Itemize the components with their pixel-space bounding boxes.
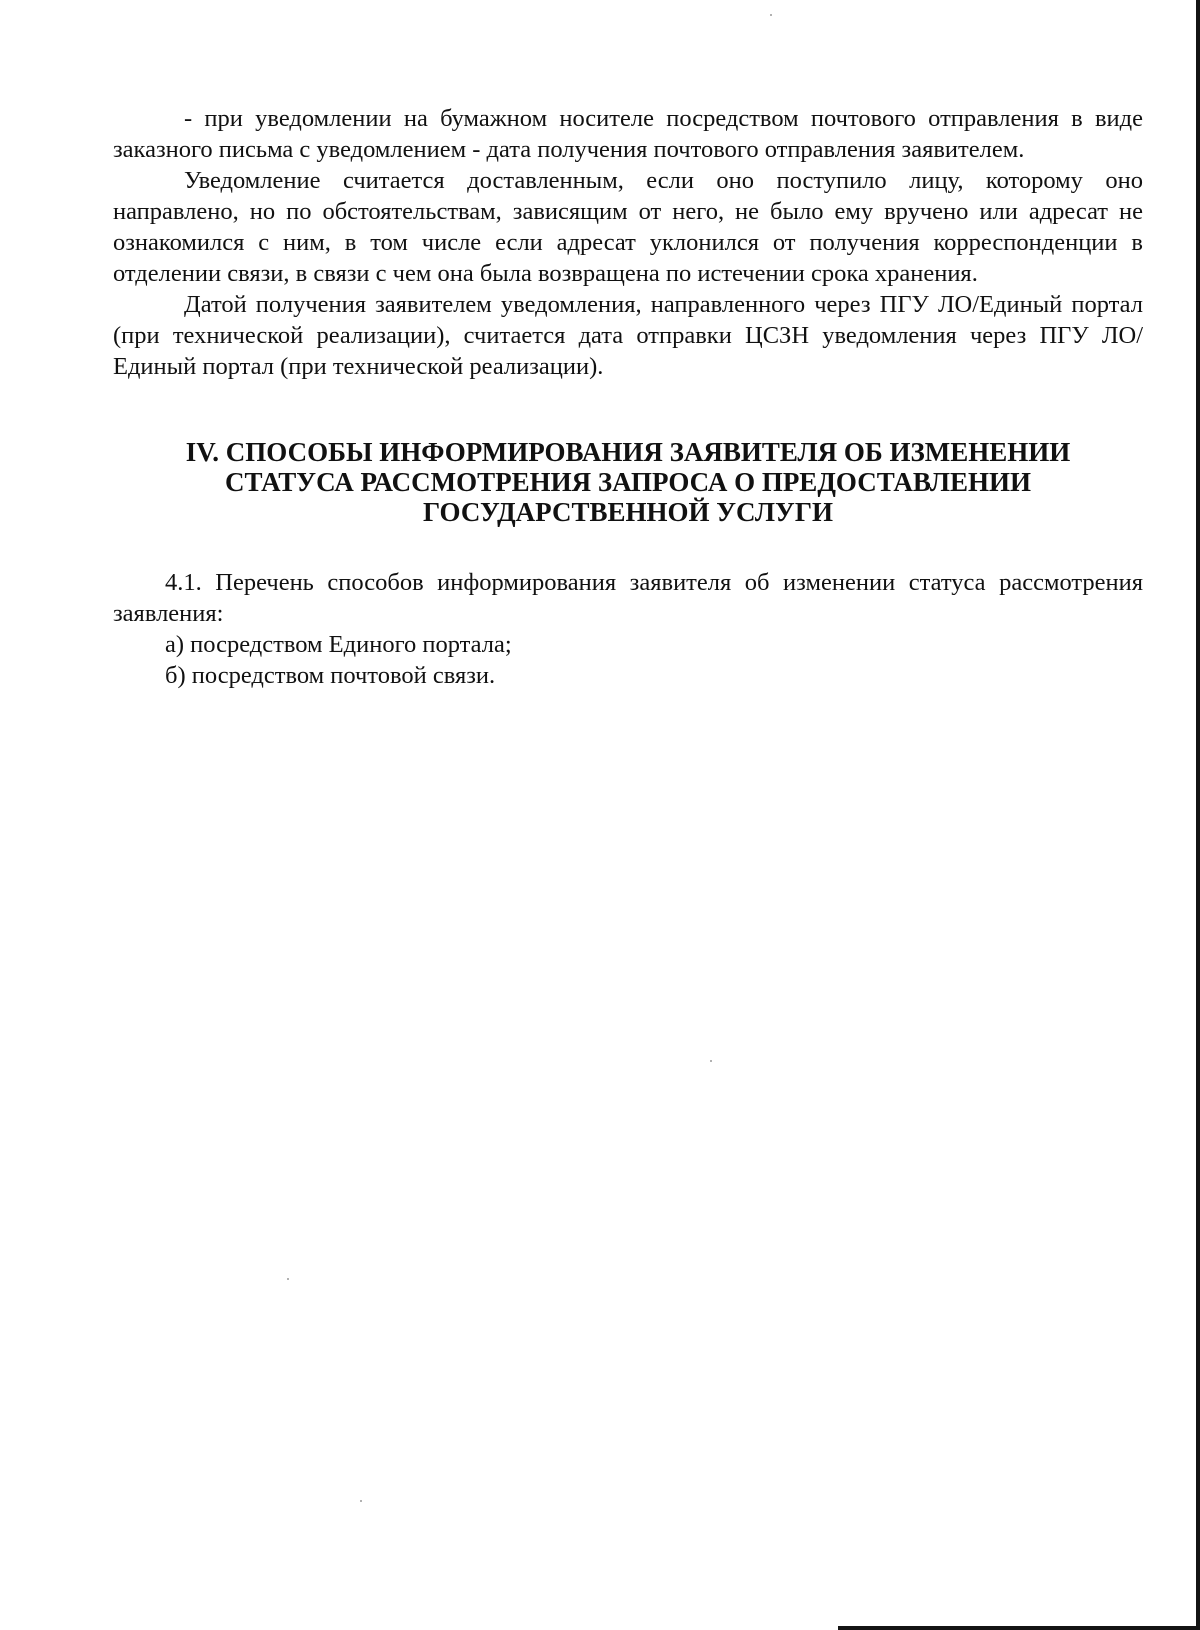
list-item: б) посредством почтовой связи. [165, 662, 496, 689]
section-heading-line: ГОСУДАРСТВЕННОЙ УСЛУГИ [423, 497, 833, 527]
document-body [113, 103, 1143, 691]
scan-speck [287, 1278, 289, 1280]
section-heading [113, 437, 1143, 527]
scan-speck [770, 14, 772, 16]
scan-speck [360, 1500, 362, 1502]
scan-speck [710, 1060, 712, 1062]
section-heading-line: IV. СПОСОБЫ ИНФОРМИРОВАНИЯ ЗАЯВИТЕЛЯ ОБ ИЗМЕНЕНИИ [185, 437, 1071, 467]
scan-edge-right [1196, 0, 1200, 1630]
paragraph-paper-notice: - при уведомлении на бумажном носителе посредством почтового отправления в виде заказного письма с уведомлением - дата получения почтового отправления заявителем. [113, 105, 1143, 163]
section-heading-line: СТАТУСА РАССМОТРЕНИЯ ЗАПРОСА О ПРЕДОСТАВЛЕНИИ [224, 467, 1032, 497]
paragraph-portal-date: Датой получения заявителем уведомления, направленного через ПГУ ЛО/Единый портал (при технической реализации), считается дата отправки ЦСЗН уведомления через ПГУ ЛО/Единый портал (при технической реализации). [113, 291, 1143, 380]
clause-4-1: 4.1. Перечень способов информирования заявителя об изменении статуса рассмотрения заявления: [113, 569, 1143, 627]
paragraph-delivery-rule: Уведомление считается доставленным, если оно поступило лицу, которому оно направлено, но по обстоятельствам, зависящим от него, не было ему вручено или адресат не ознакомился с ним, в том числе если адресат уклонился от получения корреспонденции в отделении связи, в связи с чем она была возвращена по истечении срока хранения. [113, 167, 1143, 287]
list-item: а) посредством Единого портала; [165, 631, 512, 658]
scan-edge-bottom [838, 1626, 1200, 1630]
